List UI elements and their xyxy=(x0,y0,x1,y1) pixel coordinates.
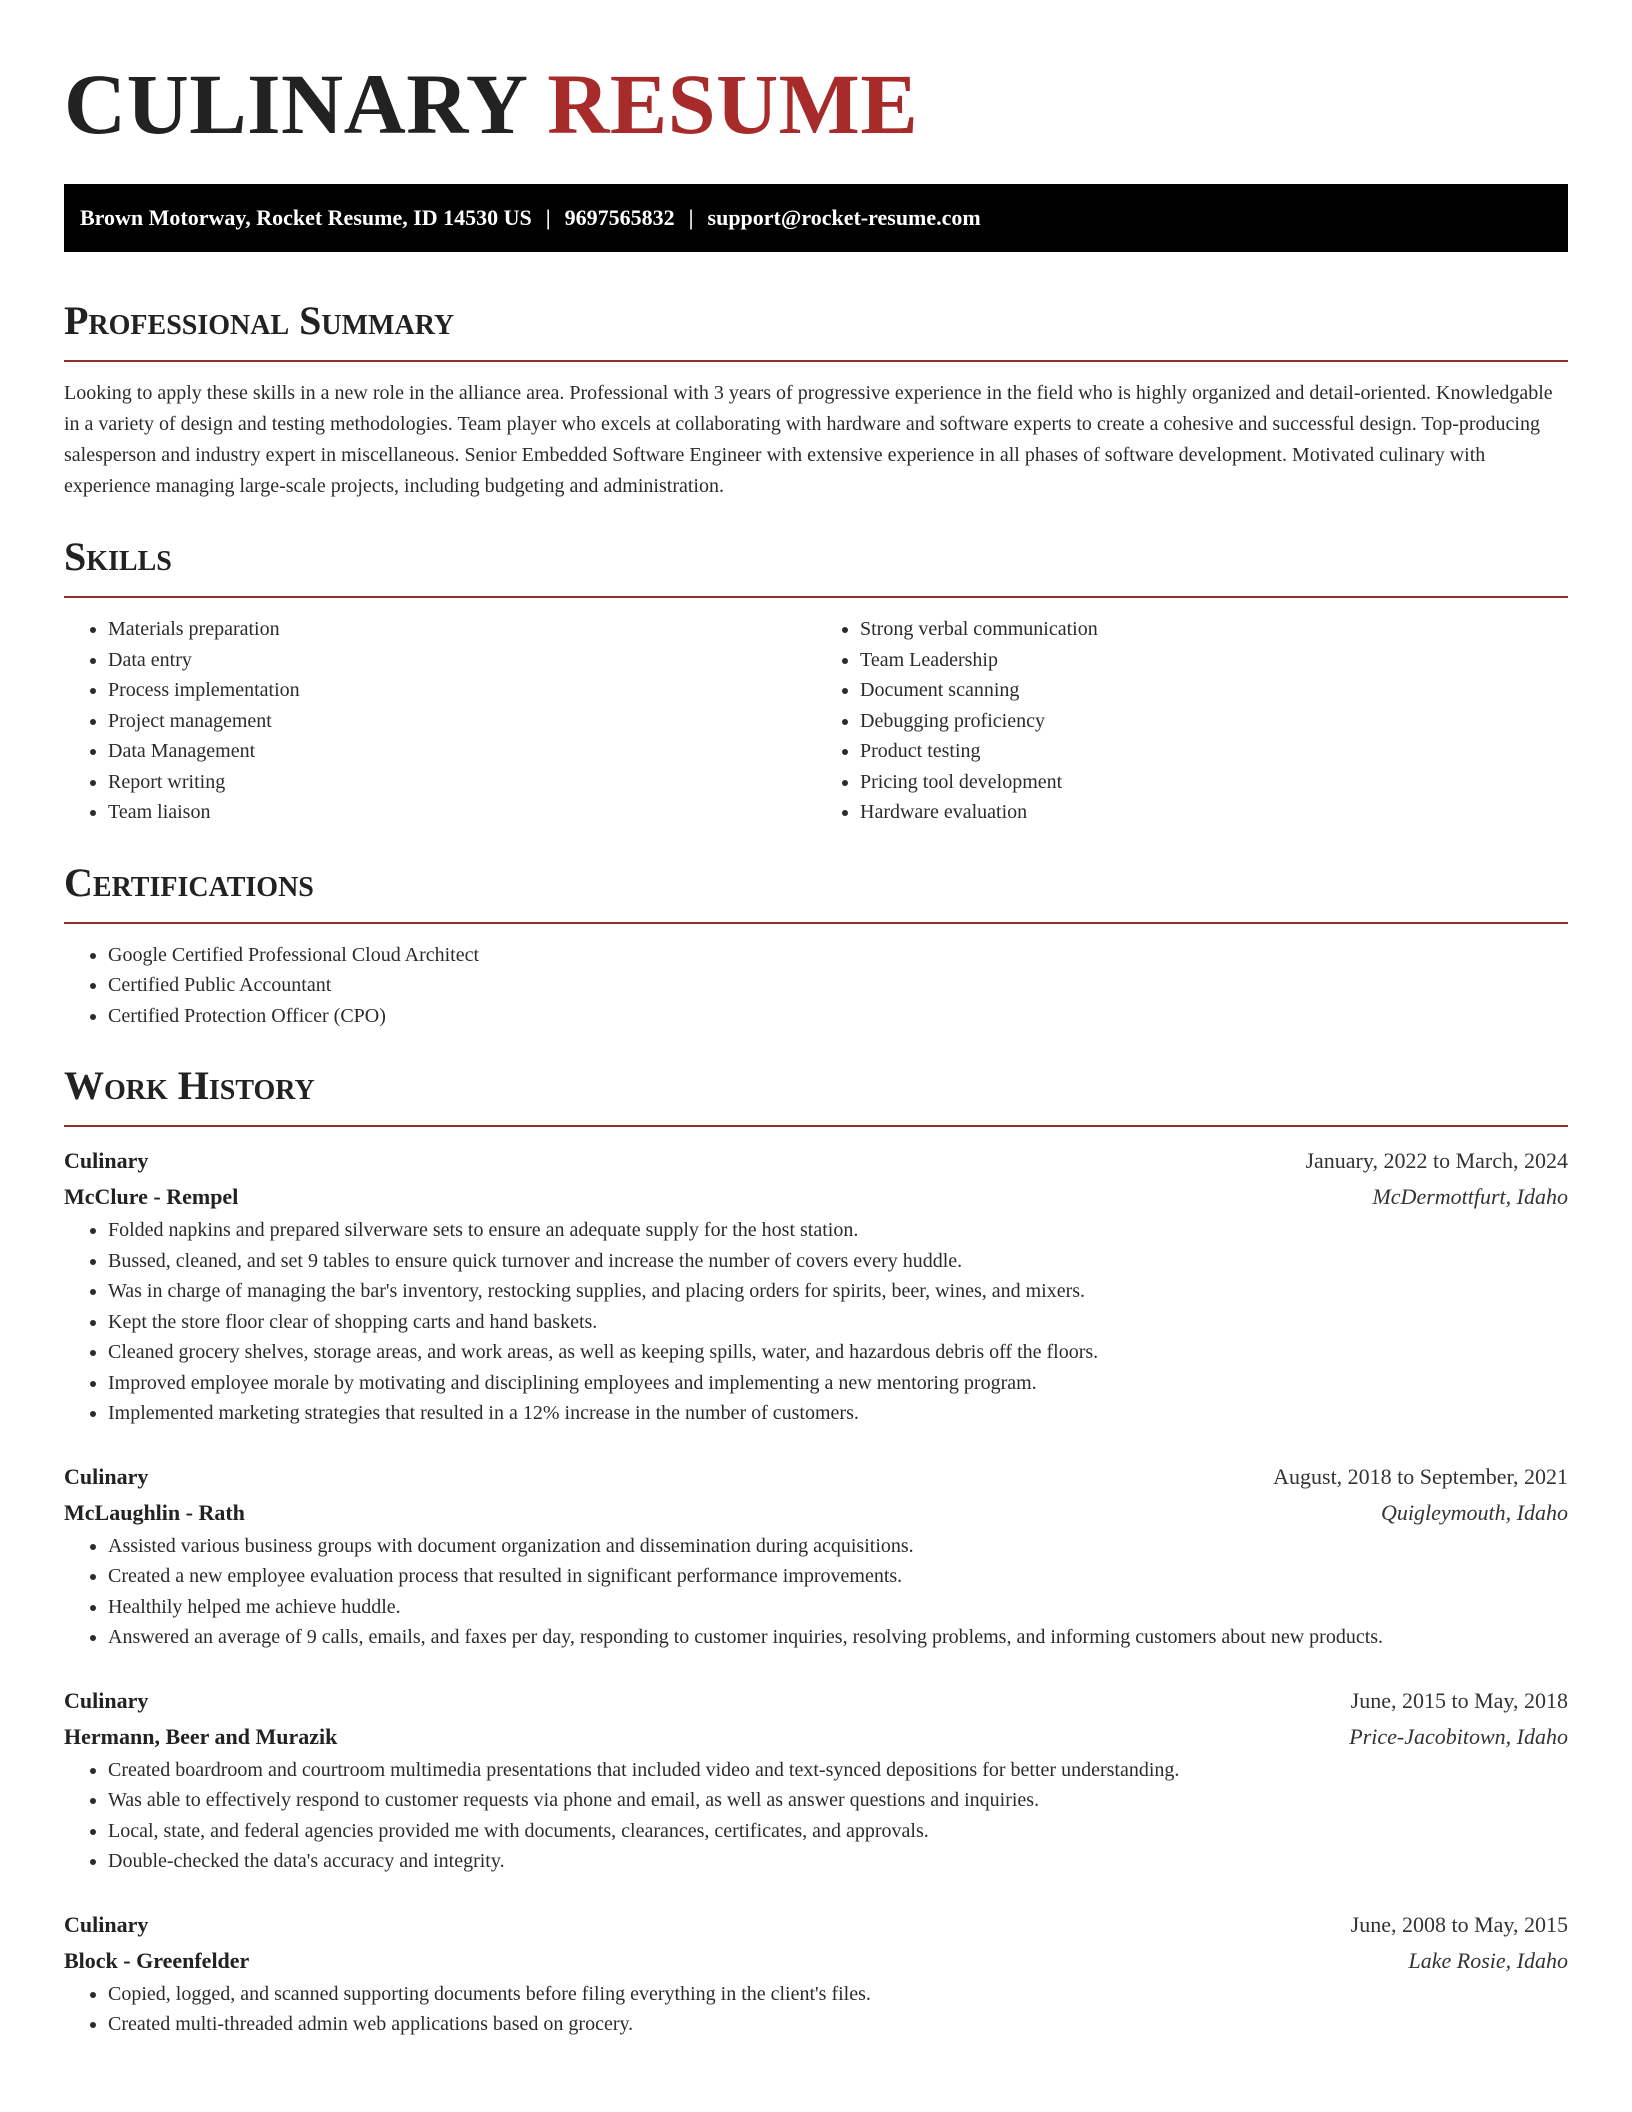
summary-section xyxy=(64,298,1568,502)
list-item: • Team Leadership xyxy=(860,645,1568,676)
contact-bar xyxy=(64,184,1568,252)
job-title: Culinary xyxy=(64,1687,149,1713)
section-divider xyxy=(64,922,1568,924)
job-title: Culinary xyxy=(64,1148,149,1173)
list-item: • Copied, logged, and scanned supporting documents before filing everything in the client's files. xyxy=(108,1979,1568,2010)
contact-separator: | xyxy=(545,205,551,230)
job-header-row xyxy=(64,1459,1568,1495)
work-history-heading: Work History xyxy=(64,1063,315,1108)
job-bullet-list xyxy=(64,1215,1568,1429)
list-item: • Was in charge of managing the bar's inventory, restocking supplies, and placing orders for spirits, beer, wines, and mixers. xyxy=(108,1276,1568,1307)
skills-section xyxy=(64,534,1568,828)
job-dates: June, 2008 to May, 2015 xyxy=(1350,1911,1568,1937)
summary-text: Looking to apply these skills in a new role in the alliance area. Professional with 3 years of progressive experience in the field who is highly organized and detail-oriented. Knowledgable in a variety of design and testing methodologies. Team player who excels at collaborating with hardware and software experts to create a cohesive and successful design. Top-producing salesperson and industry expert in miscellaneous. Senior Embedded Software Engineer with extensive experience in all phases of software development. Motivated culinary with experience managing large-scale projects, including budgeting and administration. xyxy=(64,382,1553,497)
skills-list-left xyxy=(64,614,816,828)
list-item: • Kept the store floor clear of shopping carts and hand baskets. xyxy=(108,1307,1568,1338)
job-subheader-row xyxy=(64,1719,1568,1755)
job-bullet-list xyxy=(64,1979,1568,2040)
job-header-row xyxy=(64,1907,1568,1943)
title-part-2: RESUME xyxy=(547,56,919,152)
list-item: • Created a new employee evaluation process that resulted in significant performance improvements. xyxy=(108,1561,1568,1592)
contact-phone: 9697565832 xyxy=(564,205,675,230)
list-item: • Strong verbal communication xyxy=(860,614,1568,645)
list-item: • Hardware evaluation xyxy=(860,797,1568,828)
certifications-list xyxy=(64,940,1568,1032)
list-item: • Healthily helped me achieve huddle. xyxy=(108,1592,1568,1623)
list-item: • Certified Protection Officer (CPO) xyxy=(108,1001,1568,1032)
job-company: McLaughlin - Rath xyxy=(64,1499,245,1525)
title-part-1: CULINARY xyxy=(64,56,526,152)
list-item: • Implemented marketing strategies that resulted in a 12% increase in the number of customers. xyxy=(108,1398,1568,1429)
job-location: McDermottfurt, Idaho xyxy=(1372,1184,1568,1209)
list-item: • Improved employee morale by motivating and disciplining employees and implementing a new mentoring program. xyxy=(108,1368,1568,1399)
section-divider xyxy=(64,1125,1568,1127)
section-divider xyxy=(64,596,1568,598)
resume-title xyxy=(64,0,1568,152)
list-item: • Bussed, cleaned, and set 9 tables to ensure quick turnover and increase the number of covers every huddle. xyxy=(108,1246,1568,1277)
list-item: • Certified Public Accountant xyxy=(108,970,1568,1001)
summary-heading: Professional Summary xyxy=(64,298,455,343)
list-item: • Process implementation xyxy=(108,675,816,706)
job-entry xyxy=(64,1907,1568,2040)
list-item: • Cleaned grocery shelves, storage areas, and work areas, as well as keeping spills, water, and hazardous debris off the floors. xyxy=(108,1337,1568,1368)
job-entry xyxy=(64,1683,1568,1877)
job-company: Block - Greenfelder xyxy=(64,1947,250,1973)
job-list xyxy=(64,1143,1568,2040)
job-subheader-row xyxy=(64,1179,1568,1215)
job-subheader-row xyxy=(64,1943,1568,1979)
job-title: Culinary xyxy=(64,1463,149,1489)
section-divider xyxy=(64,360,1568,362)
list-item: • Project management xyxy=(108,706,816,737)
contact-separator: | xyxy=(688,205,694,230)
contact-email: support@rocket-resume.com xyxy=(707,205,981,230)
certifications-heading: Certifications xyxy=(64,859,314,905)
job-company: Hermann, Beer and Murazik xyxy=(64,1723,338,1749)
job-location: Lake Rosie, Idaho xyxy=(1408,1947,1568,1973)
job-dates: August, 2018 to September, 2021 xyxy=(1273,1463,1568,1489)
job-header-row xyxy=(64,1683,1568,1719)
list-item: • Pricing tool development xyxy=(860,767,1568,798)
job-header-row xyxy=(64,1143,1568,1179)
list-item: • Data entry xyxy=(108,645,816,676)
list-item: • Team liaison xyxy=(108,797,816,828)
list-item: • Folded napkins and prepared silverware sets to ensure an adequate supply for the host station. xyxy=(108,1215,1568,1246)
list-item: • Materials preparation xyxy=(108,614,816,645)
job-bullet-list xyxy=(64,1531,1568,1653)
list-item: • Document scanning xyxy=(860,675,1568,706)
list-item: • Double-checked the data's accuracy and integrity. xyxy=(108,1846,1568,1877)
job-subheader-row xyxy=(64,1495,1568,1531)
skills-heading: Skills xyxy=(64,534,172,579)
list-item: • Created boardroom and courtroom multimedia presentations that included video and text-synced depositions for better understanding. xyxy=(108,1755,1568,1786)
job-company: McClure - Rempel xyxy=(64,1184,239,1209)
certifications-section xyxy=(64,860,1568,1032)
list-item: • Google Certified Professional Cloud Architect xyxy=(108,940,1568,971)
work-history-section xyxy=(64,1063,1568,2040)
list-item: • Created multi-threaded admin web applications based on grocery. xyxy=(108,2009,1568,2040)
job-entry xyxy=(64,1143,1568,1429)
job-title: Culinary xyxy=(64,1911,149,1937)
skills-grid xyxy=(64,614,1568,828)
job-entry xyxy=(64,1459,1568,1653)
list-item: • Answered an average of 9 calls, emails, and faxes per day, responding to customer inquiries, resolving problems, and informing customers about new products. xyxy=(108,1622,1568,1653)
skills-list-right xyxy=(816,614,1568,828)
list-item: • Debugging proficiency xyxy=(860,706,1568,737)
list-item: • Assisted various business groups with document organization and dissemination during acquisitions. xyxy=(108,1531,1568,1562)
list-item: • Local, state, and federal agencies provided me with documents, clearances, certificates, and approvals. xyxy=(108,1816,1568,1847)
contact-address: Brown Motorway, Rocket Resume, ID 14530 US xyxy=(80,205,532,230)
list-item: • Was able to effectively respond to customer requests via phone and email, as well as answer questions and inquiries. xyxy=(108,1785,1568,1816)
list-item: • Data Management xyxy=(108,736,816,767)
list-item: • Report writing xyxy=(108,767,816,798)
list-item: • Product testing xyxy=(860,736,1568,767)
job-dates: June, 2015 to May, 2018 xyxy=(1350,1687,1568,1713)
job-location: Quigleymouth, Idaho xyxy=(1381,1499,1568,1525)
job-location: Price-Jacobitown, Idaho xyxy=(1349,1723,1568,1749)
job-dates: January, 2022 to March, 2024 xyxy=(1305,1148,1568,1173)
job-bullet-list xyxy=(64,1755,1568,1877)
